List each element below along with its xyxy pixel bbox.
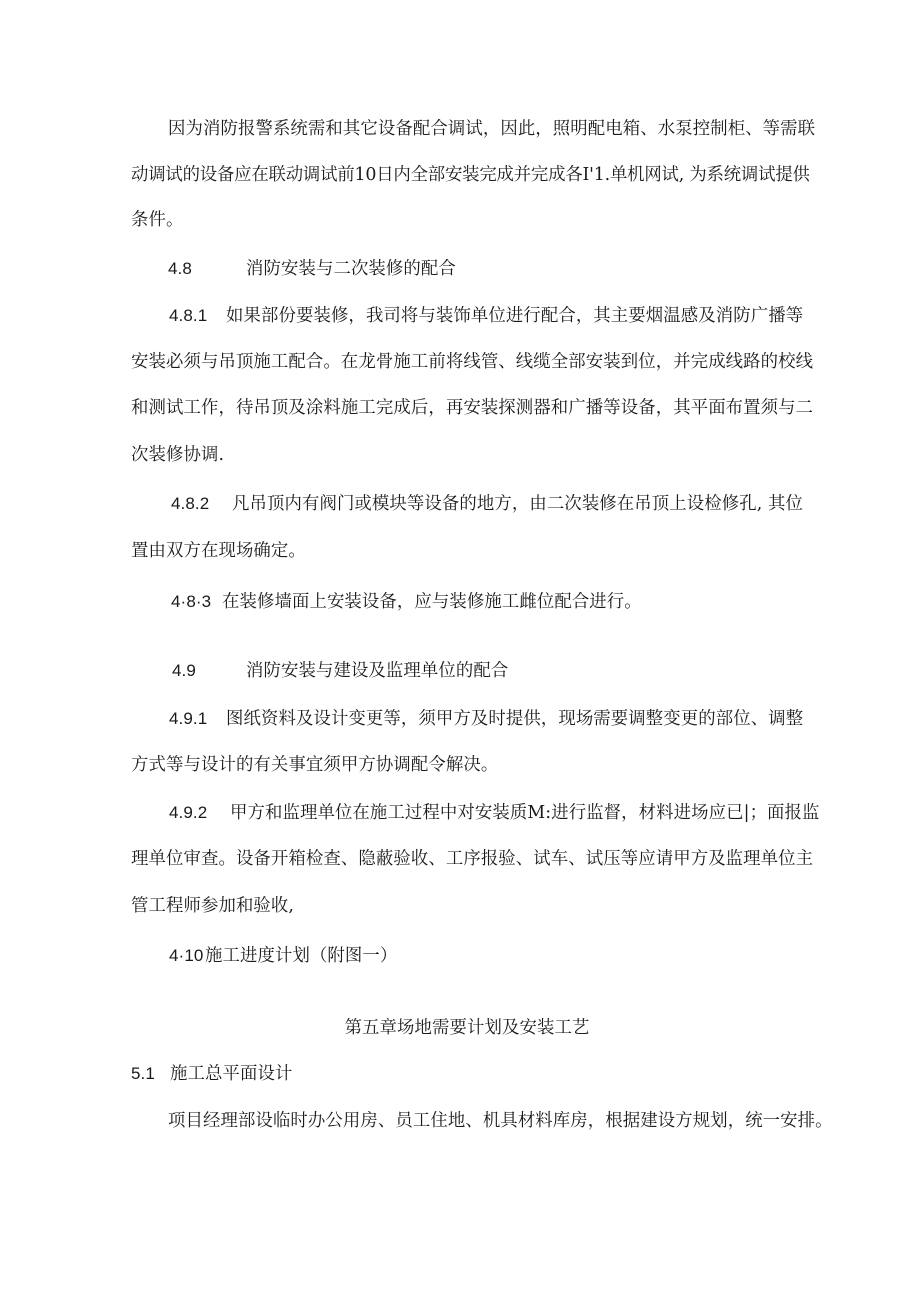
chapter-5-title: 第五章场地需要计划及安装工艺 [344, 1018, 590, 1038]
section-4-8-2-line-1: 凡吊顶内有阀门或模块等设备的地方，由二次装修在吊顶上设检修孔, 其位 [232, 494, 803, 514]
intro-para-line-3: 条件。 [131, 210, 184, 230]
section-4-10-text: 施工进度计划（附图一） [205, 946, 398, 966]
intro-para-line-2: 动调试的设备应在联动调试前10日内全部安装完成并完成各Ⅰ'1.单机网试, 为系统调试提供 [131, 165, 810, 185]
section-4-9-title: 消防安装与建设及监理单位的配合 [246, 661, 509, 681]
section-4-9-number: 4.9 [172, 661, 196, 680]
section-4-8-2-number: 4.8.2 [171, 494, 210, 513]
section-4-9-1-line-2: 方式等与设计的有关事宜须甲方协调配令解决。 [131, 755, 499, 775]
section-4-8-number: 4.8 [168, 259, 192, 278]
section-4-8-3-text: 在装修墙面上安装设备，应与装修施工雌位配合进行。 [222, 592, 642, 612]
intro-para-line-1: 因为消防报警系统需和其它设备配合调试，因此，照明配电箱、水泵控制柜、等需联 [168, 119, 816, 139]
section-4-9-2-line-2: 理单位审查。设备开箱检查、隐蔽验收、工序报验、试车、试压等应请甲方及监理单位主 [131, 849, 814, 869]
section-4-8-title: 消防安装与二次装修的配合 [246, 259, 456, 279]
section-5-1-title: 施工总平面设计 [170, 1064, 293, 1084]
section-4-8-1-line-1: 如果部份要装修，我司将与装饰单位进行配合，其主要烟温感及消防广播等 [226, 306, 804, 326]
section-4-8-1-line-4: 次装修协调. [131, 445, 225, 465]
section-4-8-1-line-3: 和测试工作，待吊顶及涂料施工完成后，再安装探测器和广播等设备，其平面布置须与二 [131, 398, 814, 418]
section-4-8-1-number: 4.8.1 [169, 306, 208, 325]
section-4-9-2-number: 4.9.2 [169, 803, 208, 822]
section-4-8-3-number: 4·8·3 [171, 592, 212, 611]
section-4-9-2-line-1: 甲方和监理单位在施工过程中对安装质M:进行监督，材料进场应已|；面报监 [230, 803, 820, 823]
section-5-1-number: 5.1 [131, 1064, 155, 1083]
section-4-9-2-line-3: 管工程师参加和验收, [131, 896, 295, 916]
section-4-8-1-line-2: 安装必须与吊顶施工配合。在龙骨施工前将线管、线缆全部安装到位，并完成线路的校线 [131, 352, 814, 372]
section-4-8-2-line-2: 置由双方在现场确定。 [131, 541, 306, 561]
section-5-1-paragraph: 项目经理部设临时办公用房、员工住地、机具材料库房，根据建设方规划，统一安排。 [168, 1111, 833, 1131]
section-4-9-1-line-1: 图纸资料及设计变更等，须甲方及时提供，现场需要调整变更的部位、调整 [226, 709, 804, 729]
section-4-10-number: 4·10 [169, 946, 204, 965]
section-4-9-1-number: 4.9.1 [169, 709, 208, 728]
